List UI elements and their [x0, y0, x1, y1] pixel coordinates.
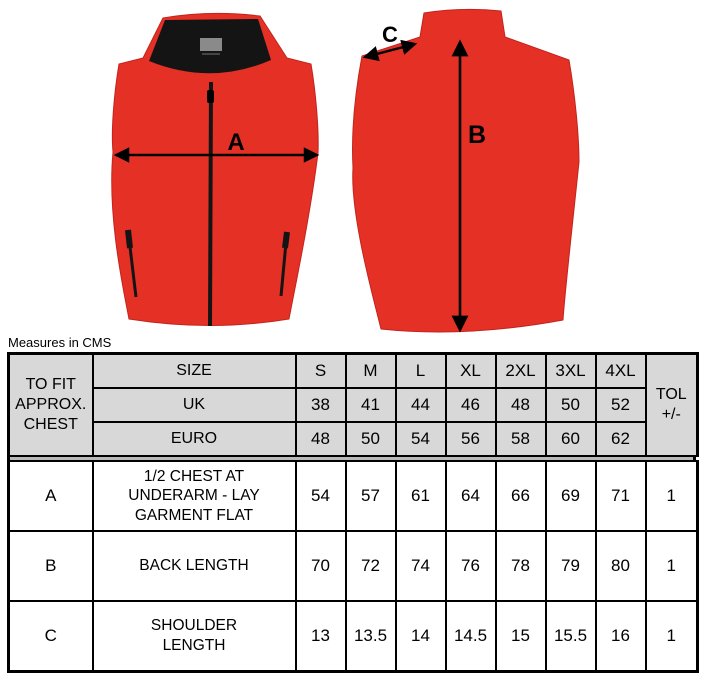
size-header-table — [7, 352, 699, 457]
measure-value: 54 — [296, 461, 346, 531]
uk-row-label: UK — [93, 388, 296, 422]
uk-size-value: 50 — [546, 388, 596, 422]
measure-value: 78 — [496, 531, 546, 601]
size-col-header: S — [296, 354, 346, 389]
measure-value: 79 — [546, 531, 596, 601]
size-col-header: M — [346, 354, 396, 389]
uk-size-row — [9, 388, 698, 422]
back-length-label-b: B — [468, 121, 487, 149]
measure-tolerance: 1 — [646, 531, 698, 601]
measure-row-b — [9, 531, 698, 601]
measure-description: SHOULDER LENGTH — [93, 601, 296, 671]
measure-value: 70 — [296, 531, 346, 601]
measure-value: 80 — [596, 531, 646, 601]
zipper-pull — [207, 90, 214, 103]
size-name-row — [9, 354, 698, 389]
fit-chest-header: TO FIT APPROX. CHEST — [9, 354, 93, 457]
measure-value: 13 — [296, 601, 346, 671]
measure-value: 16 — [596, 601, 646, 671]
measure-description: BACK LENGTH — [93, 531, 296, 601]
measure-code: B — [9, 531, 93, 601]
measure-row-c — [9, 601, 698, 671]
measure-value: 14.5 — [446, 601, 496, 671]
chest-arrow-label-a: A — [227, 129, 245, 156]
euro-size-value: 50 — [346, 422, 396, 456]
euro-size-value: 58 — [496, 422, 546, 456]
euro-size-value: 56 — [446, 422, 496, 456]
measure-value: 61 — [396, 461, 446, 531]
measure-tolerance: 1 — [646, 461, 698, 531]
measure-value: 72 — [346, 531, 396, 601]
measure-value: 64 — [446, 461, 496, 531]
back-vest-shape — [353, 9, 579, 332]
measure-value: 76 — [446, 531, 496, 601]
size-col-header: XL — [446, 354, 496, 389]
euro-row-label: EURO — [93, 422, 296, 456]
uk-size-value: 44 — [396, 388, 446, 422]
size-table — [7, 352, 696, 673]
euro-size-row — [9, 422, 698, 456]
uk-size-value: 48 — [496, 388, 546, 422]
euro-size-value: 60 — [546, 422, 596, 456]
size-row-label: SIZE — [93, 354, 296, 389]
measure-code: C — [9, 601, 93, 671]
measure-row-a — [9, 461, 698, 531]
uk-size-value: 52 — [596, 388, 646, 422]
uk-size-value: 46 — [446, 388, 496, 422]
pocket-zip-right-pull — [285, 232, 287, 248]
back-vest-image — [346, 0, 591, 340]
euro-size-value: 62 — [596, 422, 646, 456]
measure-code: A — [9, 461, 93, 531]
pocket-zip-left-pull — [128, 230, 130, 248]
uk-size-value: 38 — [296, 388, 346, 422]
measurements-table — [7, 460, 699, 673]
measure-value: 69 — [546, 461, 596, 531]
size-col-header: 4XL — [596, 354, 646, 389]
measure-tolerance: 1 — [646, 601, 698, 671]
measure-value: 71 — [596, 461, 646, 531]
euro-size-value: 54 — [396, 422, 446, 456]
front-vest-image — [95, 2, 335, 335]
size-col-header: 3XL — [546, 354, 596, 389]
measure-value: 74 — [396, 531, 446, 601]
size-col-header: L — [396, 354, 446, 389]
measure-value: 15.5 — [546, 601, 596, 671]
measure-value: 13.5 — [346, 601, 396, 671]
euro-size-value: 48 — [296, 422, 346, 456]
zipper — [210, 82, 211, 326]
tolerance-header: TOL +/- — [646, 354, 698, 457]
measure-value: 14 — [396, 601, 446, 671]
collar-label-tag — [200, 38, 222, 51]
measure-value: 15 — [496, 601, 546, 671]
measure-value: 66 — [496, 461, 546, 531]
measure-value: 57 — [346, 461, 396, 531]
measures-note: Measures in CMS — [8, 335, 112, 350]
size-col-header: 2XL — [496, 354, 546, 389]
uk-size-value: 41 — [346, 388, 396, 422]
shoulder-length-label-c: C — [382, 22, 398, 47]
measure-description: 1/2 CHEST AT UNDERARM - LAY GARMENT FLAT — [93, 461, 296, 531]
